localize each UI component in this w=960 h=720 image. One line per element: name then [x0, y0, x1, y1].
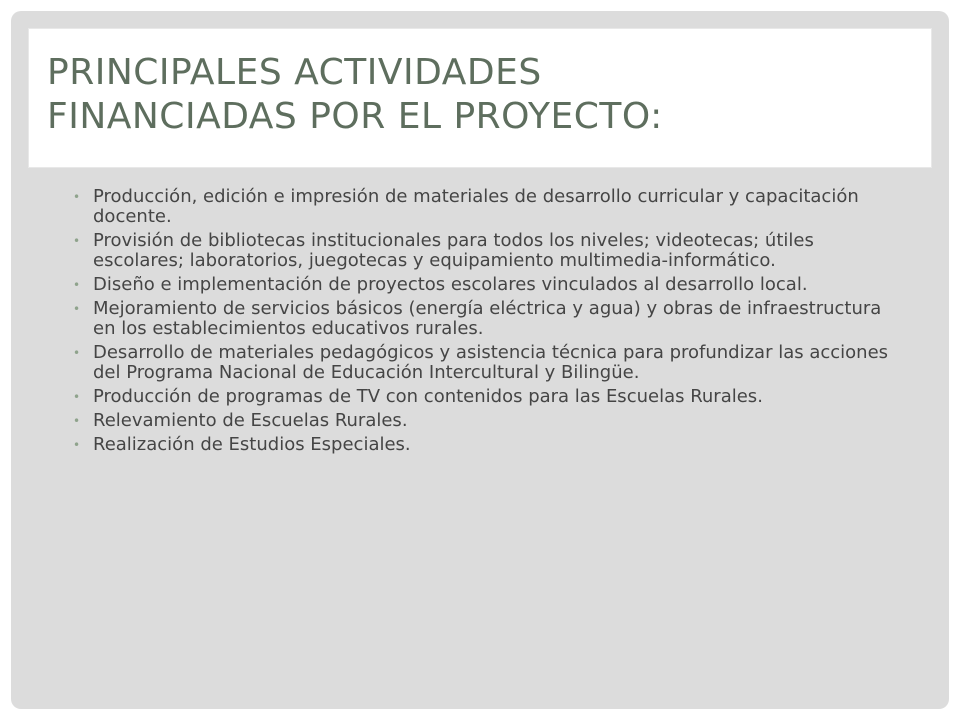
bullet-dot-icon: • [73, 346, 81, 360]
title-line-1: PRINCIPALES ACTIVIDADES [47, 52, 542, 93]
bullet-item [73, 187, 903, 227]
bullet-dot-icon: • [73, 302, 81, 316]
bullet-item [73, 343, 903, 383]
bullet-item [73, 411, 903, 431]
bullet-text: Diseño e implementación de proyectos escolares vinculados al desarrollo local. [93, 274, 808, 295]
bullet-text: Provisión de bibliotecas institucionales para todos los niveles; videotecas; útiles escolares; laboratorios, juegotecas y equipamiento multimedia-informático. [93, 230, 814, 271]
bullet-dot-icon: • [73, 190, 81, 204]
bullet-item [73, 231, 903, 271]
bullet-dot-icon: • [73, 438, 81, 452]
slide-title [47, 51, 663, 139]
bullet-dot-icon: • [73, 390, 81, 404]
bullet-dot-icon: • [73, 278, 81, 292]
bullet-item [73, 435, 903, 455]
bullet-item [73, 299, 903, 339]
bullet-list [73, 187, 903, 459]
title-line-2: FINANCIADAS POR EL PROYECTO: [47, 96, 663, 137]
bullet-text: Producción de programas de TV con contenidos para las Escuelas Rurales. [93, 386, 763, 407]
bullet-text: Realización de Estudios Especiales. [93, 434, 411, 455]
bullet-text: Relevamiento de Escuelas Rurales. [93, 410, 408, 431]
bullet-item [73, 387, 903, 407]
bullet-text: Desarrollo de materiales pedagógicos y asistencia técnica para profundizar las acciones del Programa Nacional de Educación Intercultural y Bilingüe. [93, 342, 889, 383]
bullet-item [73, 275, 903, 295]
bullet-text: Producción, edición e impresión de materiales de desarrollo curricular y capacitación docente. [93, 186, 859, 227]
bullet-dot-icon: • [73, 234, 81, 248]
slide [11, 11, 949, 709]
bullet-dot-icon: • [73, 414, 81, 428]
bullet-text: Mejoramiento de servicios básicos (energía eléctrica y agua) y obras de infraestructura en los establecimientos educativos rurales. [93, 298, 882, 339]
